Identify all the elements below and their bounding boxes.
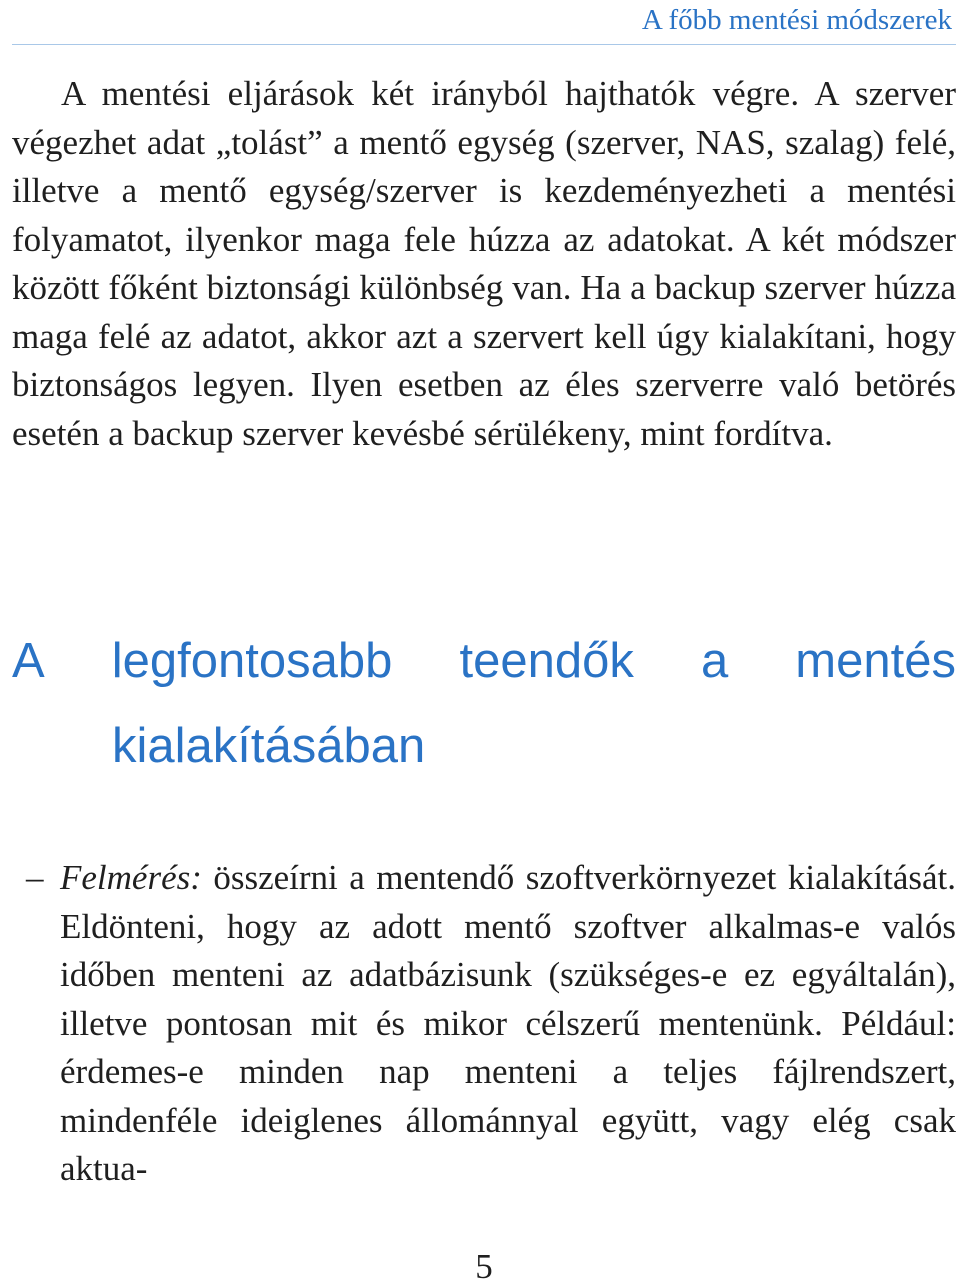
header-divider bbox=[12, 44, 956, 45]
list-dash: – bbox=[26, 858, 44, 897]
section-heading bbox=[12, 626, 956, 794]
list-item-term: Felmérés: bbox=[60, 858, 202, 897]
running-header-title: A főbb mentési módszerek bbox=[641, 4, 952, 36]
heading-word: teendők bbox=[459, 634, 634, 688]
section-heading-line2: kialakításában bbox=[112, 719, 426, 773]
heading-word: A bbox=[12, 634, 45, 688]
list-item-text: összeírni a mentendő szoftverkörnyezet kialakítását. Eldönteni, hogy az adott mentő szoftver alkalmas-e valós időben menteni az adatbázisunk (szükséges-e ez egyáltalán), illetve pontosan mit és mikor célszerű mentenünk. Például: érdemes-e minden nap menteni a teljes fájlrendszert, mindenféle ideiglenes állománnyal együtt, vagy elég csak aktua- bbox=[60, 858, 956, 1188]
page-number: 5 bbox=[475, 1247, 493, 1286]
heading-word: a bbox=[700, 634, 729, 688]
list-item-felmeres bbox=[26, 854, 956, 1194]
paragraph-backup-directions: A mentési eljárások két irányból hajthatók végre. A szerver végezhet adat „tolást” a mentő egység (szerver, NAS, szalag) felé, illetve a mentő egység/szerver is kezdeményezheti a mentési folyamatot, ilyenkor maga fele húzza az adatokat. A két módszer között főként biztonsági különbség van. Ha a backup szerver húzza maga felé az adatot, akkor azt a szervert kell úgy kialakítani, hogy biztonságos legyen. Ilyen esetben az éles szerverre való betörés esetén a backup szerver kevésbé sérülékeny, mint fordítva. bbox=[12, 74, 956, 453]
heading-word: legfontosabb bbox=[111, 634, 393, 688]
heading-word: mentés bbox=[795, 634, 956, 688]
section-heading-line1 bbox=[12, 626, 956, 696]
